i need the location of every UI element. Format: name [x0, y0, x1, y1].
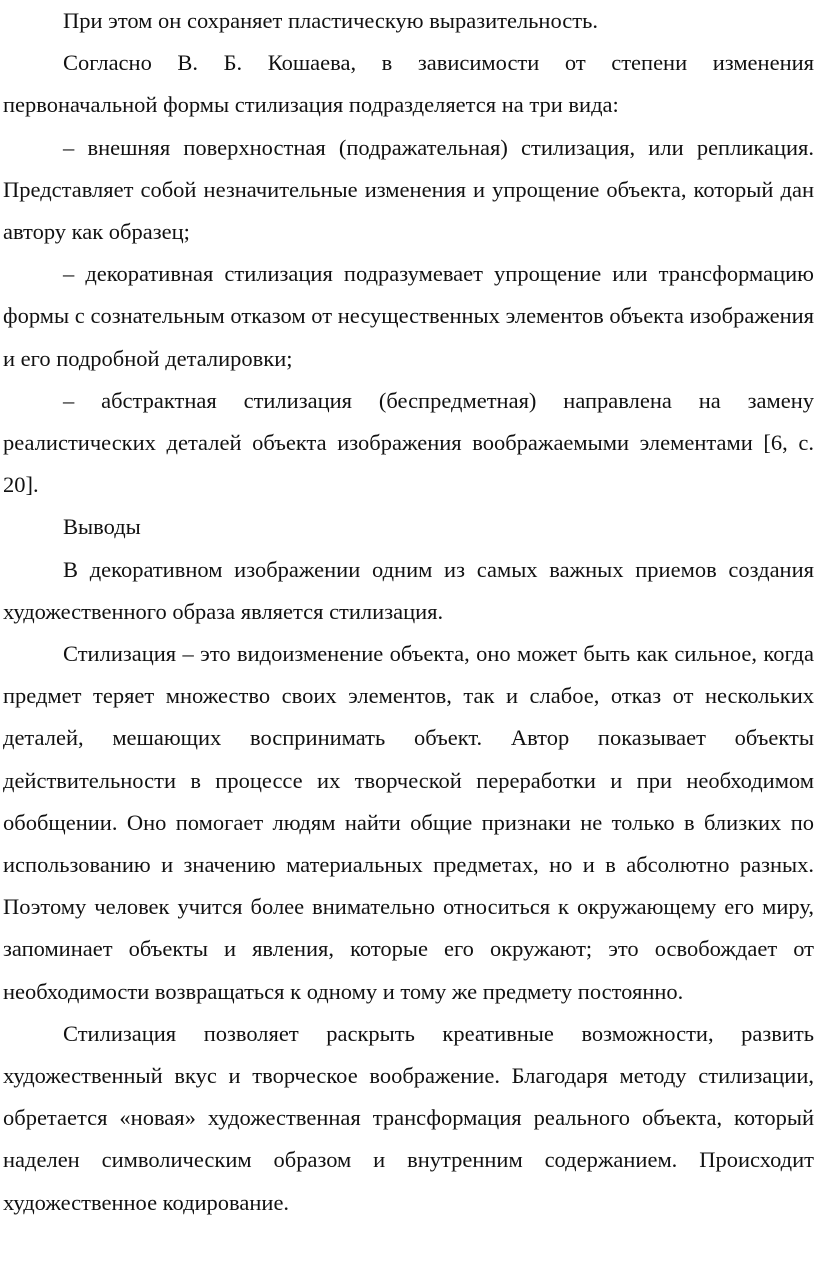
list-item-external-stylization: – внешняя поверхностная (подражательная) стилизация, или репликация. Представляет собой незначительные изменения и упрощение объекта, который дан автору как образец; — [3, 134, 814, 245]
paragraph-conclusion-2: Стилизация – это видоизменение объекта, оно может быть как сильное, когда предмет теряет множество своих элементов, так и слабое, отказ от нескольких деталей, мешающих воспринимать объект. Автор показывает объекты действительности в процессе их творческой переработки и при необходимом обобщении. Оно помогает людям найти общие признаки не только в близких по использованию и значению материальных предметах, но и в абсолютно разных. Поэтому человек учится более внимательно относиться к окружающему его миру, запоминает объекты и явления, которые его окружают; это освобождает от необходимости возвращаться к одному и тому же предмету постоянно. — [3, 641, 814, 1004]
paragraph-classification: Согласно В. Б. Кошаева, в зависимости от степени изменения первоначальной формы стилизация подразделяется на три вида: — [3, 50, 814, 118]
paragraph-intro: При этом он сохраняет пластическую выразительность. — [63, 8, 598, 33]
paragraph-conclusion-3: Стилизация позволяет раскрыть креативные возможности, развить художественный вкус и творческое воображение. Благодаря методу стилизации, обретается «новая» художественная трансформация реального объекта, который наделен символическим образом и внутренним содержанием. Происходит художественное кодирование. — [3, 1020, 814, 1215]
list-item-decorative-stylization: – декоративная стилизация подразумевает упрощение или трансформацию формы с сознательным отказом от несущественных элементов объекта изображения и его подробной деталировки; — [3, 261, 814, 371]
list-item-abstract-stylization: – абстрактная стилизация (беспредметная) направлена на замену реалистических деталей объекта изображения воображаемыми элементами [6, с. 20]. — [3, 387, 814, 498]
paragraph-conclusion-1: В декоративном изображении одним из самых важных приемов создания художественного образа является стилизация. — [3, 556, 814, 624]
section-heading-conclusions: Выводы — [63, 514, 141, 540]
document-page — [3, 0, 814, 1224]
